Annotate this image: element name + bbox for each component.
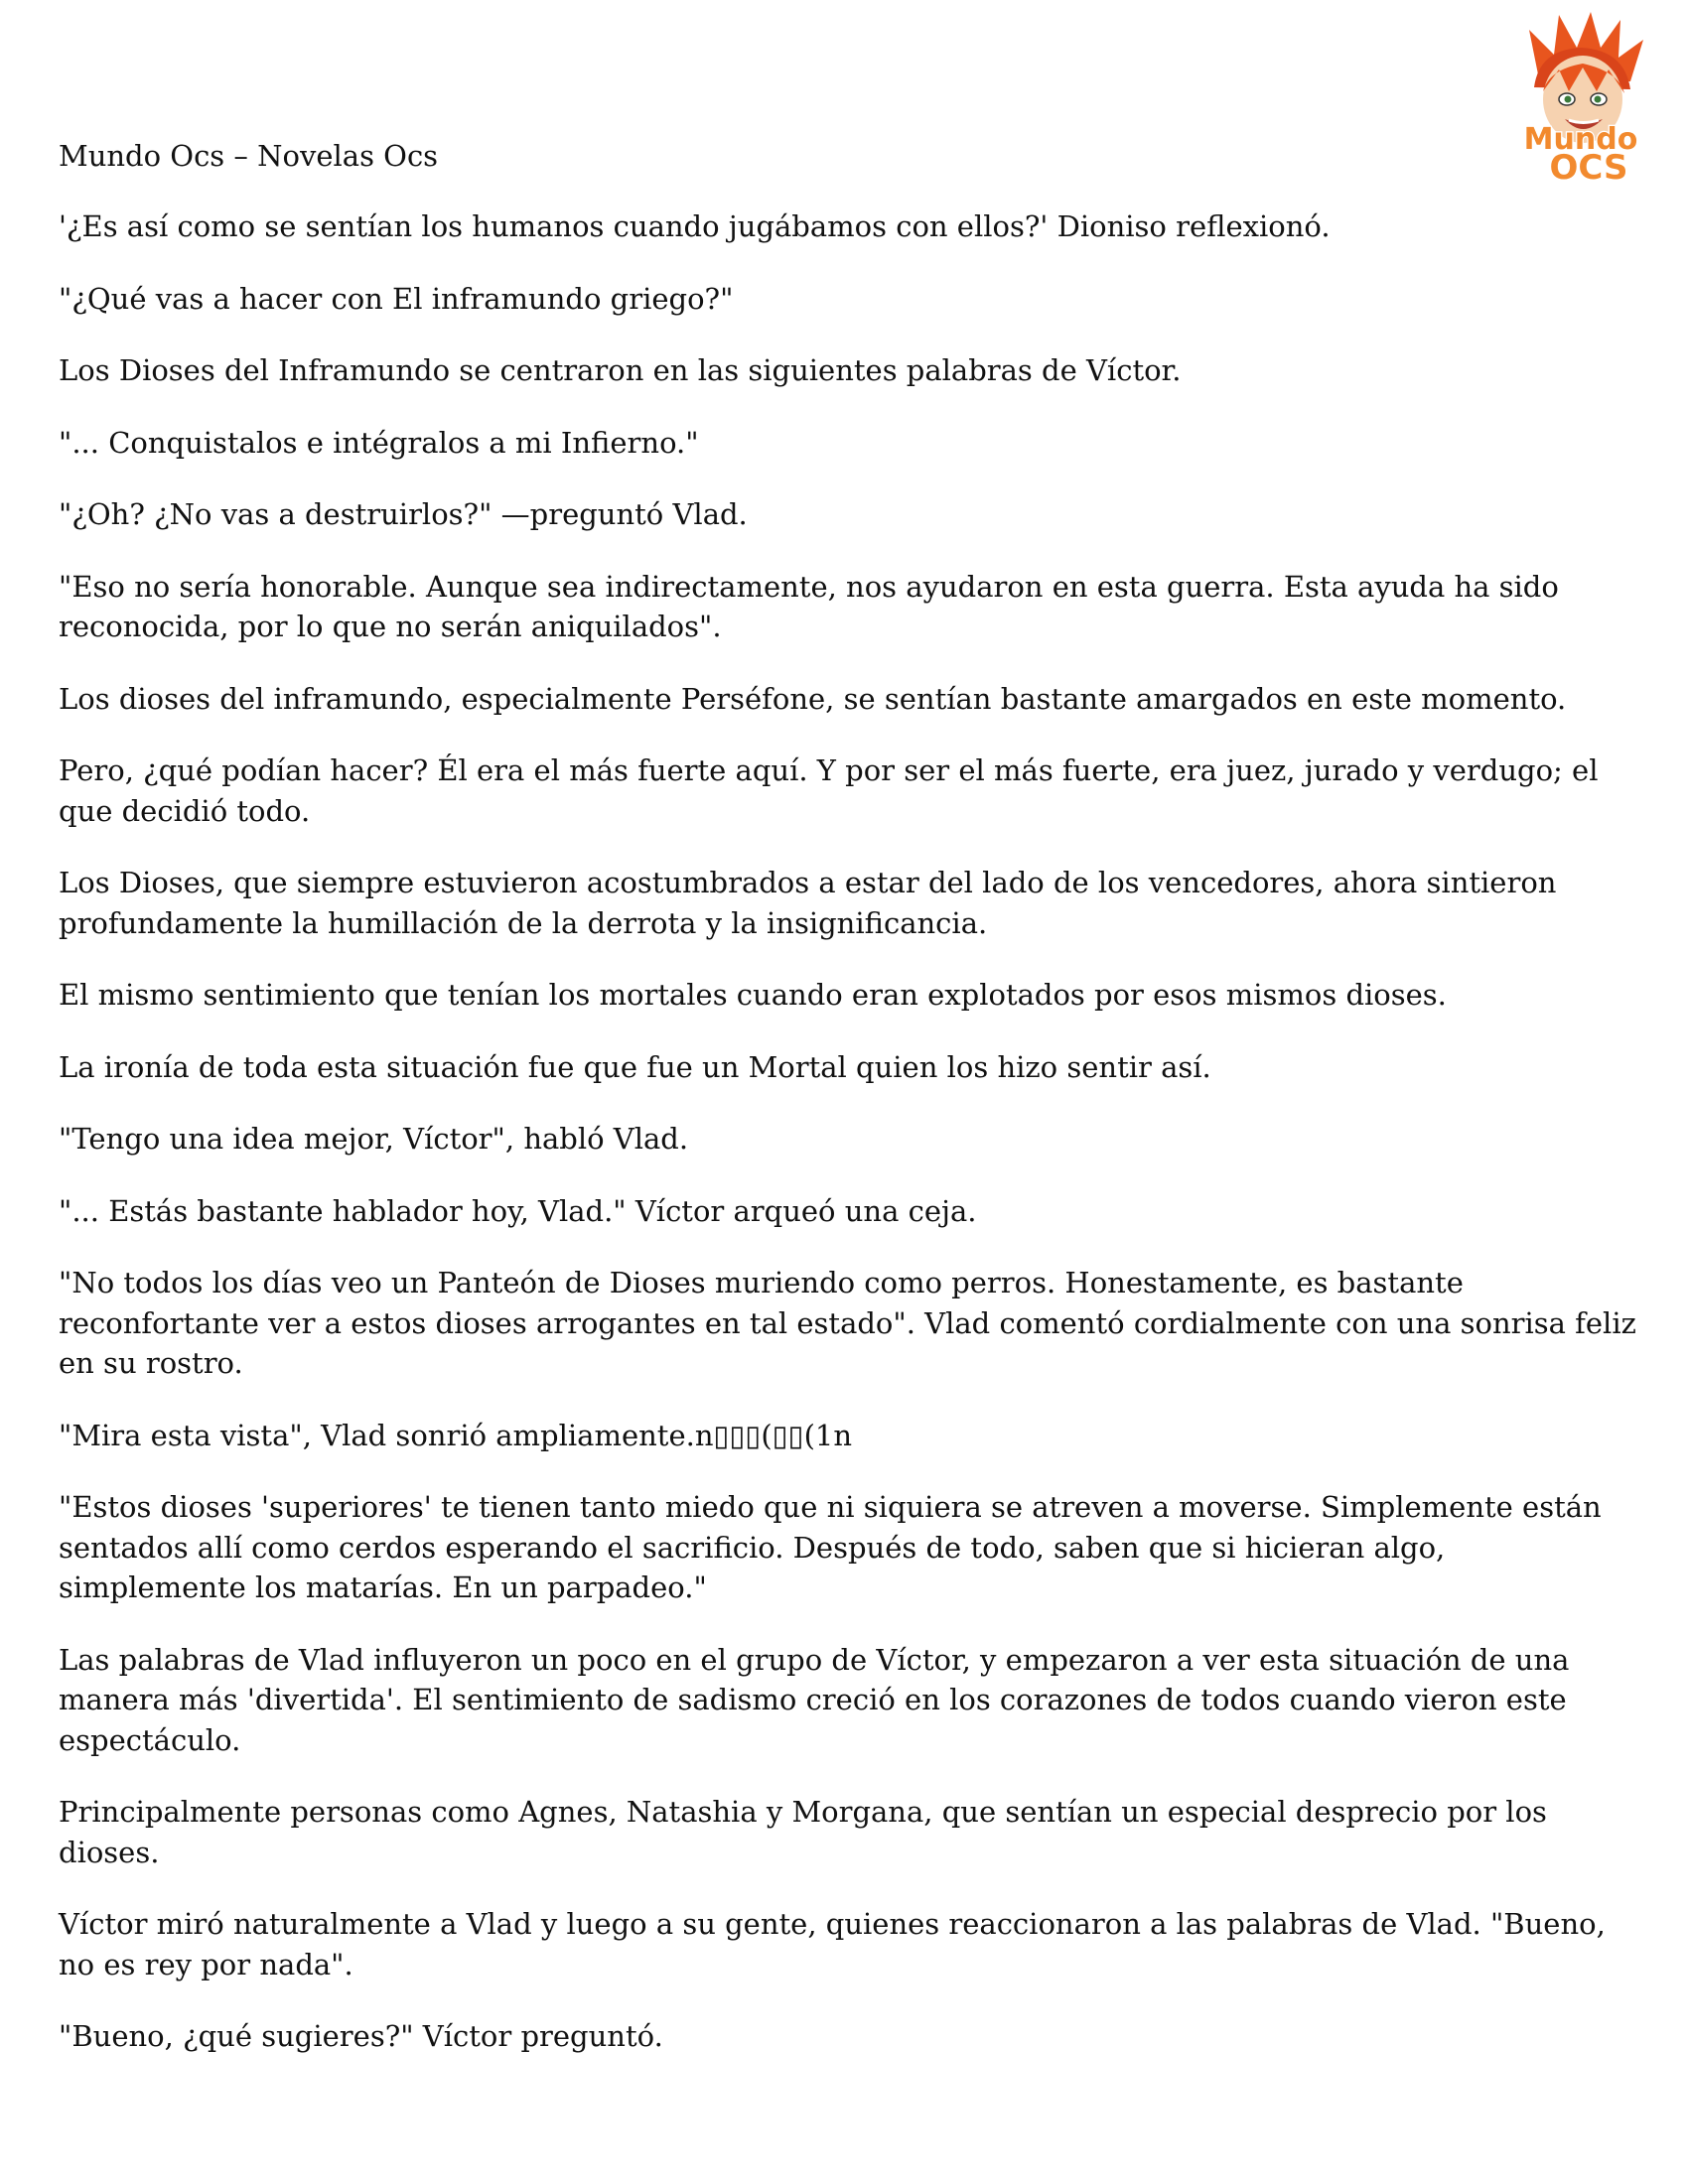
svg-text:OCS: OCS bbox=[1549, 148, 1628, 184]
paragraph: "Estos dioses 'superiores' te tienen tanto miedo que ni siquiera se atreven a moverse. Simplemente están sentados allí como cerdos esperando el sacrificio. Después de todo, saben que si hicieran algo, simplemente los matarías. En un parpadeo." bbox=[59, 1490, 1602, 1604]
paragraph: "No todos los días veo un Panteón de Dioses muriendo como perros. Honestamente, es bastante reconfortante ver a estos dioses arrogantes en tal estado". Vlad comentó cordialmente con una sonrisa feliz en su rostro. bbox=[59, 1266, 1636, 1380]
paragraph: La ironía de toda esta situación fue que fue un Mortal quien los hizo sentir así. bbox=[59, 1049, 1211, 1084]
paragraph: Principalmente personas como Agnes, Natashia y Morgana, que sentían un especial desprecio por los dioses. bbox=[59, 1795, 1547, 1869]
paragraph: "Tengo una idea mejor, Víctor", habló Vlad. bbox=[59, 1122, 689, 1156]
paragraph: "Eso no sería honorable. Aunque sea indirectamente, nos ayudaron en esta guerra. Esta ayuda ha sido reconocida, por lo que no serán aniquilados". bbox=[59, 569, 1559, 643]
paragraph: Los dioses del inframundo, especialmente Perséfone, se sentían bastante amargados en este momento. bbox=[59, 681, 1567, 716]
paragraph: "... Estás bastante hablador hoy, Vlad." Víctor arqueó una ceja. bbox=[59, 1193, 977, 1228]
paragraph: Víctor miró naturalmente a Vlad y luego a su gente, quienes reaccionaron a las palabras de Vlad. "Bueno, no es rey por nada". bbox=[59, 1907, 1606, 1981]
paragraph: "¿Oh? ¿No vas a destruirlos?" —preguntó Vlad. bbox=[59, 497, 748, 531]
paragraph: Los Dioses del Inframundo se centraron en las siguientes palabras de Víctor. bbox=[59, 353, 1182, 387]
paragraph: Las palabras de Vlad influyeron un poco en el grupo de Víctor, y empezaron a ver esta situación de una manera más 'divertida'. El sentimiento de sadismo creció en los corazones de todos cuando vieron este espectáculo. bbox=[59, 1642, 1570, 1757]
svg-text:Mundo: Mundo bbox=[1523, 122, 1638, 157]
paragraph: "Bueno, ¿qué sugieres?" Víctor preguntó. bbox=[59, 2019, 663, 2053]
mundo-ocs-logo bbox=[1499, 10, 1663, 184]
logo-lettering bbox=[1524, 122, 1638, 184]
paragraph: "Mira esta vista", Vlad sonrió ampliamente.n▯▯▯(▯▯(1n bbox=[59, 1418, 853, 1452]
paragraph: El mismo sentimiento que tenían los mortales cuando eran explotados por esos mismos dioses. bbox=[59, 978, 1447, 1012]
paragraph: Pero, ¿qué podían hacer? Él era el más fuerte aquí. Y por ser el más fuerte, era juez, jurado y verdugo; el que decidió todo. bbox=[59, 753, 1599, 828]
paragraph: Los Dioses, que siempre estuvieron acostumbrados a estar del lado de los vencedores, ahora sintieron profundamente la humillación de la derrota y la insignificancia. bbox=[59, 866, 1557, 940]
paragraph: "¿Qué vas a hacer con El inframundo griego?" bbox=[59, 281, 734, 316]
paragraph: '¿Es así como se sentían los humanos cuando jugábamos con ellos?' Dioniso reflexionó. bbox=[59, 209, 1331, 243]
paragraph: "... Conquistalos e intégralos a mi Infierno." bbox=[59, 425, 699, 460]
page-header: Mundo Ocs – Novelas Ocs bbox=[59, 139, 439, 173]
document-body bbox=[59, 206, 1637, 2089]
